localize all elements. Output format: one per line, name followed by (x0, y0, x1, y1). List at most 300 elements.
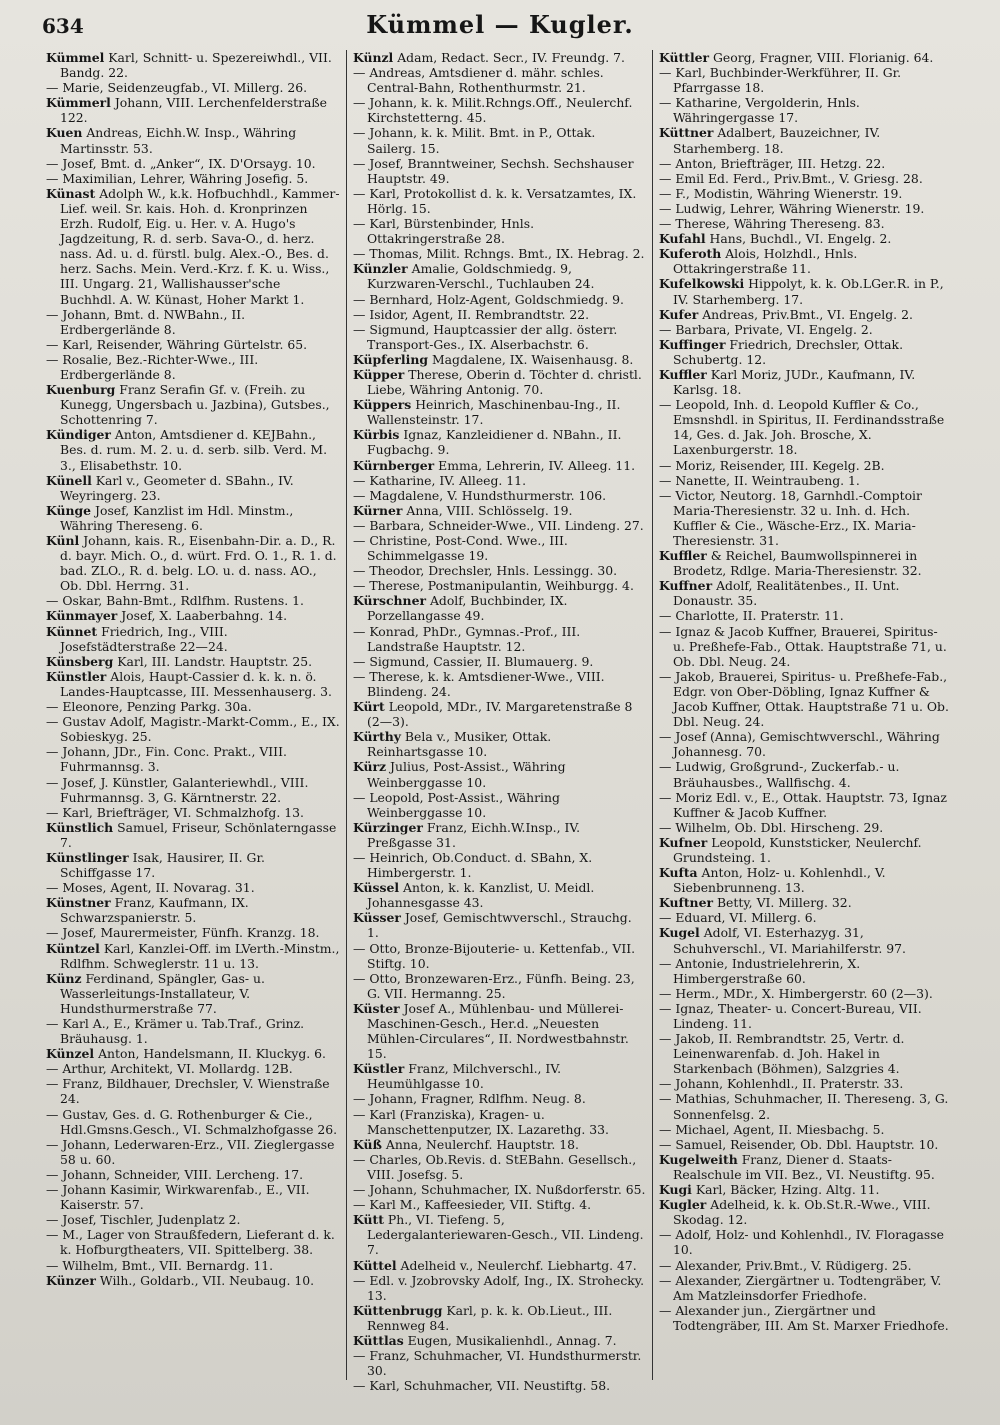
directory-entry (353, 1137, 646, 1152)
entry-text: Anton, Holz- u. Kohlenhdl., V. Siebenbrunneng. 13. (673, 865, 886, 896)
directory-entry (659, 171, 952, 186)
directory-entry (353, 261, 646, 291)
directory-entry (353, 246, 646, 261)
entry-text: — Mathias, Schuhmacher, II. Thereseng. 3, G. Sonnenfelsg. 2. (659, 1091, 949, 1122)
entry-text: Alois, Haupt-Cassier d. k. k. n. ö. Landes-Hauptcasse, III. Messenhauserg. 3. (60, 668, 332, 699)
directory-entry (46, 1107, 340, 1137)
entry-text: Ferdinand, Spängler, Gas- u. Wasserleitungs-Installateur, V. Hundsthurmerstraße 77. (60, 970, 265, 1016)
directory-entry (659, 1001, 952, 1031)
directory-entry (659, 307, 952, 322)
entry-text: — Johann, Bmt. d. NWBahn., II. Erdbergerlände 8. (46, 306, 246, 337)
entry-text: — M., Lager von Straußfedern, Lieferant d. k. k. Hofburgtheaters, VII. Spittelberg. 38. (46, 1227, 335, 1258)
entry-text: Franz Serafin Gf. v. (Freih. zu Kunegg, Ungersbach u. Jazbina), Gutsbes., Schottenring 7. (60, 382, 330, 428)
entry-surname: Kugi (659, 1182, 692, 1198)
entry-text: — Johann, Lederwaren-Erz., VII. Zieglergasse 58 u. 60. (46, 1136, 335, 1167)
directory-entry (353, 1061, 646, 1091)
directory-entry (353, 759, 646, 789)
directory-entry (353, 458, 646, 473)
directory-entry (353, 65, 646, 95)
entry-text: & Reichel, Baumwollspinnerei in Brodetz, Rdlge. Maria-Theresienstr. 32. (673, 548, 922, 579)
entry-text: — Therese, Postmanipulantin, Weihburgg. 4. (353, 578, 634, 594)
entry-surname: Kürthy (353, 729, 401, 745)
entry-text: Franz, Kaufmann, IX. Schwarzspanierstr. 5. (60, 895, 249, 926)
entry-text: — Alexander jun., Ziergärtner und Todtengräber, III. Am St. Marxer Friedhofe. (659, 1302, 949, 1333)
directory-entry (659, 669, 952, 729)
entry-text: — Marie, Seidenzeugfab., VI. Millerg. 26. (46, 80, 308, 96)
entry-text: — Thomas, Milit. Rchngs. Bmt., IX. Hebrag. 2. (353, 246, 645, 262)
directory-entry (659, 624, 952, 669)
directory-entry (46, 744, 340, 774)
entry-text: Franz, Eichh.W.Insp., IV. Preßgasse 31. (367, 819, 581, 850)
directory-entry (353, 1107, 646, 1137)
entry-surname: Künzel (46, 1046, 95, 1062)
directory-entry (659, 790, 952, 820)
entry-text: Friedrich, Ing., VIII. Josefstädterstraße 22—24. (60, 623, 228, 654)
directory-entry (353, 563, 646, 578)
directory-entry (659, 125, 952, 155)
directory-entry (46, 382, 340, 427)
entry-text: Hans, Buchdl., VI. Engelg. 2. (709, 231, 892, 247)
entry-text: Franz, Diener d. Staats-Realschule im VII. Bez., VI. Neustiftg. 95. (673, 1151, 935, 1182)
entry-text: — Eleonore, Penzing Parkg. 30a. (46, 699, 252, 715)
entry-surname: Küstler (353, 1061, 405, 1077)
directory-entry (353, 503, 646, 518)
directory-entry (659, 1137, 952, 1152)
entry-text: — Victor, Neutorg. 18, Garnhdl.-Comptoir Maria-Theresienstr. 32 u. Inh. d. Hch. Kuffler & Cie., Wäsche-Erz., IX. Maria-Theresienstr. 31. (659, 487, 922, 548)
directory-entry (659, 337, 952, 367)
entry-text: Leopold, Kunststicker, Neulerchf. Grundsteing. 1. (673, 834, 922, 865)
entry-text: Andreas, Eichh.W. Insp., Währing Martinsstr. 53. (60, 125, 297, 156)
directory-entry (353, 578, 646, 593)
directory-entry (46, 1137, 340, 1167)
entry-text: — Konrad, PhDr., Gymnas.-Prof., III. Landstraße Hauptstr. 12. (353, 623, 581, 654)
directory-entry (659, 50, 952, 65)
entry-text: — Johann Kasimir, Wirkwarenfab., E., VII. Kaiserstr. 57. (46, 1182, 310, 1213)
directory-entry (353, 850, 646, 880)
directory-entry (353, 1197, 646, 1212)
entry-text: — Wilhelm, Ob. Dbl. Hirscheng. 29. (659, 819, 884, 835)
entry-surname: Küpferling (353, 351, 428, 367)
directory-entry (659, 1076, 952, 1091)
directory-entry (659, 835, 952, 865)
directory-entry (659, 397, 952, 457)
entry-text: — Therese, k. k. Amtsdiener-Wwe., VIII. Blindeng. 24. (353, 668, 605, 699)
entry-surname: Kuferoth (659, 246, 722, 262)
entry-text: — Franz, Schuhmacher, VI. Hundsthurmerstr. 30. (353, 1348, 642, 1379)
directory-entry (46, 1046, 340, 1061)
entry-text: — Josef, Bmt. d. „Anker“, IX. D'Orsayg. 10. (46, 155, 316, 171)
entry-text: — Heinrich, Ob.Conduct. d. SBahn, X. Himbergerstr. 1. (353, 849, 593, 881)
entry-text: Eugen, Musikalienhdl., Annag. 7. (407, 1332, 617, 1348)
entry-text: — Gustav, Ges. d. G. Rothenburger & Cie., Hdl.Gmsns.Gesch., VI. Schmalzhofgasse 26. (46, 1106, 338, 1137)
entry-text: — Moriz, Reisender, III. Kegelg. 2B. (659, 457, 885, 473)
directory-entry (659, 956, 952, 986)
entry-text: — Josef (Anna), Gemischtwverschl., Währing Johannesg. 70. (659, 729, 940, 760)
entry-surname: Kuffinger (659, 336, 726, 352)
entry-text: — Wilhelm, Bmt., VII. Bernardg. 11. (46, 1257, 274, 1273)
directory-entry (46, 1227, 340, 1257)
entry-text: — Josef, J. Künstler, Galanteriewhdl., VIII. Fuhrmannsg. 3, G. Kärntnerstr. 22. (46, 774, 309, 805)
directory-entry (659, 458, 952, 473)
directory-entry (353, 1001, 646, 1061)
directory-entry (46, 669, 340, 699)
entry-surname: Küttenbrugg (353, 1302, 443, 1318)
entry-text: Anna, VIII. Schlösselg. 19. (406, 502, 573, 518)
entry-text: — Maximilian, Lehrer, Währing Josefig. 5. (46, 170, 309, 186)
directory-entry (659, 95, 952, 125)
entry-text: — Jakob, II. Rembrandtstr. 25, Vertr. d. Leinenwarenfab. d. Joh. Hakel in Starkenbach (Böhmen), Salzgries 4. (659, 1031, 905, 1077)
entry-surname: Künsberg (46, 653, 114, 669)
entry-text: Julius, Post-Assist., Währing Weinberggasse 10. (367, 759, 566, 790)
entry-surname: Küttler (659, 50, 710, 65)
entry-text: Johann, VIII. Lerchenfelderstraße 122. (60, 95, 327, 126)
entry-text: — Leopold, Post-Assist., Währing Weinberggasse 10. (353, 789, 560, 820)
directory-entry (46, 307, 340, 337)
entry-text: — Eduard, VI. Millerg. 6. (659, 910, 817, 926)
entry-surname: Künnet (46, 623, 98, 639)
entry-text: — Karl, Buchbinder-Werkführer, II. Gr. Pfarrgasse 18. (659, 65, 902, 96)
entry-text: — Rosalie, Bez.-Richter-Wwe., III. Erdbergerlände 8. (46, 351, 259, 382)
entry-surname: Kuen (46, 125, 83, 141)
directory-entry (659, 322, 952, 337)
entry-text: — Ignaz & Jacob Kuffner, Brauerei, Spiritus- u. Preßhefe-Fab., Ottak. Hauptstraße 71, u. Ob. Dbl. Neug. 24. (659, 623, 947, 669)
page-number: 634 (42, 14, 84, 38)
entry-surname: Künzer (46, 1272, 96, 1288)
entry-surname: Kürschner (353, 593, 426, 609)
entry-surname: Küsser (353, 910, 401, 926)
entry-text: — Moriz Edl. v., E., Ottak. Hauptstr. 73, Ignaz Kuffner & Jacob Kuffner. (659, 789, 947, 820)
entry-text: — Karl, Schuhmacher, VII. Neustiftg. 58. (353, 1378, 611, 1394)
directory-entry (46, 171, 340, 186)
entry-surname: Künz (46, 970, 82, 986)
entry-text: — Gustav Adolf, Magistr.-Markt-Comm., E., IX. Sobieskyg. 25. (46, 714, 340, 745)
entry-text: Adolf, Buchbinder, IX. Porzellangasse 49. (367, 593, 568, 624)
directory-entry (353, 971, 646, 1001)
entry-text: — Andreas, Amtsdiener d. mähr. schles. Central-Bahn, Rothenthurmstr. 21. (353, 65, 604, 96)
entry-text: — Ludwig, Lehrer, Währing Wienerstr. 19. (659, 200, 925, 216)
directory-entry (659, 473, 952, 488)
directory-entry (353, 1152, 646, 1182)
entry-surname: Kürbis (353, 427, 400, 443)
entry-surname: Küttlas (353, 1332, 404, 1348)
directory-entry (353, 729, 646, 759)
entry-text: Andreas, Priv.Bmt., VI. Engelg. 2. (702, 306, 913, 322)
entry-text: — Arthur, Architekt, VI. Mollardg. 12B. (46, 1061, 293, 1077)
directory-entry (659, 1303, 952, 1333)
entry-text: — Alexander, Priv.Bmt., V. Rüdigerg. 25. (659, 1257, 912, 1273)
directory-entry (353, 941, 646, 971)
directory-entry (353, 50, 646, 65)
directory-entry (46, 1182, 340, 1212)
entry-text: Anton, Handelsmann, II. Kluckyg. 6. (98, 1046, 326, 1062)
directory-entry (46, 1212, 340, 1227)
entry-text: Josef A., Mühlenbau- und Müllerei-Maschinen-Gesch., Her.d. „Neuesten Mühlen-Circulares“, II. Nordwestbahnstr. 15. (367, 1000, 629, 1062)
entry-text: — Alexander, Ziergärtner u. Todtengräber, V. Am Matzleinsdorfer Friedhofe. (659, 1272, 942, 1303)
column-2 (346, 50, 652, 1394)
directory-entry (659, 246, 952, 276)
entry-text: — Karl, Briefträger, VI. Schmalzhofg. 13. (46, 804, 304, 820)
directory-entry (46, 533, 340, 593)
directory-entry (659, 910, 952, 925)
entry-text: — Bernhard, Holz-Agent, Goldschmiedg. 9. (353, 291, 624, 307)
directory-entry (46, 503, 340, 533)
entry-surname: Küntzel (46, 940, 100, 956)
entry-surname: Küttel (353, 1257, 397, 1273)
entry-text: Anna, Neulerchf. Hauptstr. 18. (385, 1136, 579, 1152)
directory-entry (353, 292, 646, 307)
entry-surname: Künzl (353, 50, 394, 65)
entry-text: Adelheid v., Neulerchf. Liebhartg. 47. (400, 1257, 637, 1273)
directory-entry (659, 1227, 952, 1257)
entry-text: — Herm., MDr., X. Himbergerstr. 60 (2—3). (659, 985, 933, 1001)
entry-text: — Samuel, Reisender, Ob. Dbl. Hauptstr. 10. (659, 1136, 939, 1152)
page-title: Kümmel — Kugler. (366, 10, 634, 39)
directory-entry (353, 654, 646, 669)
entry-text: — Josef, Branntweiner, Sechsh. Sechshauser Hauptstr. 49. (353, 155, 634, 186)
entry-text: Magdalene, IX. Waisenhausg. 8. (431, 351, 634, 367)
entry-text: — Karl, Protokollist d. k. k. Versatzamtes, IX. Hörlg. 15. (353, 185, 637, 216)
entry-text: Karl, Schnitt- u. Spezereiwhdl., VII. Bandg. 22. (60, 50, 332, 81)
directory-entry (659, 1182, 952, 1197)
entry-surname: Kufelkowski (659, 276, 745, 292)
column-1 (40, 50, 346, 1380)
entry-surname: Künell (46, 472, 92, 488)
entry-text: — Johann, k. k. Milit.Rchngs.Off., Neulerchf. Kirchstetterng. 45. (353, 95, 633, 126)
entry-surname: Kuenburg (46, 382, 116, 398)
directory-entry (46, 1258, 340, 1273)
directory-entry (46, 125, 340, 155)
directory-entry (353, 593, 646, 623)
directory-entry (353, 1378, 646, 1393)
directory-entry (46, 850, 340, 880)
directory-entry (353, 790, 646, 820)
directory-entry (659, 488, 952, 548)
directory-entry (353, 1303, 646, 1333)
directory-entry (659, 895, 952, 910)
entry-text: — Moses, Agent, II. Novarag. 31. (46, 880, 255, 896)
directory-entry (353, 518, 646, 533)
entry-text: — Theodor, Drechsler, Hnls. Lessingg. 30. (353, 563, 618, 579)
entry-text: Isak, Hausirer, II. Gr. Schiffgasse 17. (60, 849, 265, 881)
directory-entry (353, 910, 646, 940)
entry-surname: Kufner (659, 834, 708, 850)
directory-entry (46, 608, 340, 623)
directory-entry (46, 775, 340, 805)
directory-entry (659, 1197, 952, 1227)
entry-text: Wilh., Goldarb., VII. Neubaug. 10. (99, 1272, 315, 1288)
entry-text: Anton, k. k. Kanzlist, U. Meidl. Johannesgasse 43. (367, 880, 595, 911)
directory-entry (353, 427, 646, 457)
directory-entry (353, 216, 646, 246)
directory-entry (659, 1122, 952, 1137)
entry-text: — Edl. v. Jzobrovsky Adolf, Ing., IX. Strohecky. 13. (353, 1272, 645, 1303)
entry-surname: Kürz (353, 759, 387, 775)
directory-entry (353, 1182, 646, 1197)
entry-text: — Jakob, Brauerei, Spiritus- u. Preßhefe-Fab., Edgr. von Ober-Döbling, Ignaz Kuffner & Jacob Kuffner, Ottak. Hauptstraße 71 u. Ob. Dbl. Neug. 24. (659, 668, 949, 730)
entry-text: — Barbara, Schneider-Wwe., VII. Lindeng. 27. (353, 517, 644, 533)
directory-entry (46, 80, 340, 95)
directory-entry (46, 50, 340, 80)
entry-text: Karl v., Geometer d. SBahn., IV. Weyringerg. 23. (60, 472, 294, 503)
directory-entry (46, 1016, 340, 1046)
entry-text: — Nanette, II. Weintraubeng. 1. (659, 472, 860, 488)
entry-surname: Künast (46, 185, 96, 201)
entry-text: — Karl, Reisender, Währing Gürtelstr. 65. (46, 336, 308, 352)
directory-entry (46, 805, 340, 820)
entry-surname: Kufer (659, 306, 699, 322)
directory-entry (46, 1061, 340, 1076)
entry-text: — Ignaz, Theater- u. Concert-Bureau, VII. Lindeng. 11. (659, 1000, 922, 1031)
entry-text: — Therese, Währing Thereseng. 83. (659, 216, 885, 232)
entry-text: Emma, Lehrerin, IV. Alleeg. 11. (438, 457, 636, 473)
entry-text: Karl, p. k. k. Ob.Lieut., III. Rennweg 84. (367, 1302, 613, 1333)
entry-text: — Leopold, Inh. d. Leopold Kuffler & Co., Emsnshdl. in Spiritus, II. Ferdinandsstraße 14, Ges. d. Jak. Joh. Brosche, X. Laxenburgerstr. 18. (659, 397, 945, 458)
entry-surname: Kürzinger (353, 819, 423, 835)
entry-text: — Sigmund, Cassier, II. Blumauerg. 9. (353, 653, 594, 669)
entry-text: — Karl, Bürstenbinder, Hnls. Ottakringerstraße 28. (353, 216, 535, 247)
directory-entry (353, 186, 646, 216)
directory-entry (659, 759, 952, 789)
directory-entry (46, 1167, 340, 1182)
directory-entry (353, 397, 646, 427)
directory-entry (353, 669, 646, 699)
directory-entry (46, 337, 340, 352)
entry-text: — Johann, Kohlenhdl., II. Praterstr. 33. (659, 1076, 904, 1092)
entry-surname: Kufta (659, 865, 698, 881)
entry-text: Adolph W., k.k. Hofbuchhdl., Kammer-Lief. weil. Sr. kais. Hoh. d. Kronprinzen Erzh. Rudolf, Eig. u. Her. v. A. Hugo's Jagdzeitung, R. d. serb. Sava-O., d. herz. nass. Ad. u. d. fürstl. bulg. Alex.-O., Bes. d. herz. Sachs. Mein. Verd.-Krz. f. K. u. Wiss., III. Ungarg. 21, Wallishausser'sche Buchhdl. A. W. Künast, Hoher Markt 1. (60, 185, 340, 307)
entry-text: Josef, Kanzlist im Hdl. Minstm., Währing Thereseng. 6. (60, 502, 294, 533)
directory-entry (353, 699, 646, 729)
entry-text: — Emil Ed. Ferd., Priv.Bmt., V. Griesg. 28. (659, 170, 923, 186)
entry-text: — Karl (Franziska), Kragen- u. Manschettenputzer, IX. Lazarethg. 33. (353, 1106, 609, 1137)
entry-text: Anton, Amtsdiener d. KEJBahn., Bes. d. rum. M. 2. u. d. serb. silb. Verd. M. 3., Elisabethstr. 10. (60, 427, 328, 473)
entry-text: — Johann, JDr., Fin. Conc. Prakt., VIII. Fuhrmannsg. 3. (46, 744, 287, 775)
directory-entry (353, 1333, 646, 1348)
directory-entry (46, 624, 340, 654)
directory-entry (46, 95, 340, 125)
entry-text: — Ludwig, Großgrund-, Zuckerfab.- u. Bräuhausbes., Wallfischg. 4. (659, 759, 900, 790)
entry-surname: Küß (353, 1136, 382, 1152)
directory-entry (659, 156, 952, 171)
directory-entry (353, 322, 646, 352)
directory-entry (353, 473, 646, 488)
entry-text: — Adolf, Holz- und Kohlenhdl., IV. Floragasse 10. (659, 1227, 944, 1258)
entry-text: — Antonie, Industrielehrerin, X. Himbergerstraße 60. (659, 955, 861, 986)
entry-surname: Kütt (353, 1212, 384, 1228)
directory-entry (353, 156, 646, 186)
directory-entry (46, 473, 340, 503)
entry-surname: Kugel (659, 925, 700, 941)
directory-entry (353, 820, 646, 850)
directory-entry (46, 156, 340, 171)
entry-text: Karl, Bäcker, Hzing. Altg. 11. (695, 1182, 880, 1198)
entry-text: Adam, Redact. Secr., IV. Freundg. 7. (397, 50, 625, 65)
entry-text: — Otto, Bronzewaren-Erz., Fünfh. Being. 23, G. VII. Hermanng. 25. (353, 970, 635, 1001)
directory-entry (46, 654, 340, 669)
directory-entry (46, 1076, 340, 1106)
entry-text: Georg, Fragner, VIII. Florianig. 64. (713, 50, 934, 65)
entry-text: Alois, Holzhdl., Hnls. Ottakringerstraße 11. (673, 246, 858, 277)
directory-entry (659, 1031, 952, 1076)
directory-entry (659, 1258, 952, 1273)
entry-surname: Kündiger (46, 427, 111, 443)
entry-surname: Kümmerl (46, 95, 111, 111)
entry-text: — Karl M., Kaffeesieder, VII. Stiftg. 4. (353, 1197, 592, 1213)
entry-surname: Küppers (353, 397, 412, 413)
entry-surname: Kümmel (46, 50, 105, 65)
directory-entry (353, 488, 646, 503)
directory-entry (353, 1212, 646, 1257)
entry-text: Betty, VI. Millerg. 32. (716, 895, 852, 911)
entry-text: — Katharine, Vergolderin, Hnls. Währingergasse 17. (659, 95, 860, 126)
columns (40, 50, 980, 1394)
directory-entry (353, 307, 646, 322)
entry-surname: Kuffner (659, 578, 713, 594)
entry-text: Amalie, Goldschmiedg. 9, Kurzwaren-Verschl., Tuchlauben 24. (367, 261, 595, 292)
entry-text: Samuel, Friseur, Schönlaterngasse 7. (60, 819, 337, 850)
directory-entry (46, 941, 340, 971)
entry-surname: Kürt (353, 699, 385, 715)
entry-surname: Kürnberger (353, 457, 435, 473)
directory-entry (659, 65, 952, 95)
entry-text: — Magdalene, V. Hundsthurmerstr. 106. (353, 487, 607, 503)
entry-text: — Johann, Schuhmacher, IX. Nußdorferstr. 65. (353, 1182, 646, 1198)
entry-surname: Künmayer (46, 608, 118, 624)
entry-surname: Kufahl (659, 231, 706, 247)
entry-text: — Isidor, Agent, II. Rembrandtstr. 22. (353, 306, 590, 322)
directory-entry (659, 986, 952, 1001)
entry-text: — F., Modistin, Währing Wienerstr. 19. (659, 185, 903, 201)
entry-text: — Michael, Agent, II. Miesbachg. 5. (659, 1121, 885, 1137)
directory-entry (659, 548, 952, 578)
entry-text: — Johann, Schneider, VIII. Lercheng. 17. (46, 1166, 304, 1182)
directory-entry (353, 624, 646, 654)
entry-text: Adalbert, Bauzeichner, IV. Starhemberg. 18. (673, 125, 881, 156)
directory-entry (353, 1348, 646, 1378)
entry-text: — Johann, k. k. Milit. Bmt. in P., Ottak. Sailerg. 15. (353, 125, 596, 156)
entry-text: — Franz, Bildhauer, Drechsler, V. Wienstraße 24. (46, 1076, 330, 1107)
entry-surname: Künstner (46, 895, 111, 911)
entry-text: — Otto, Bronze-Bijouterie- u. Kettenfab., VII. Stiftg. 10. (353, 940, 636, 971)
entry-text: — Anton, Briefträger, III. Hetzg. 22. (659, 155, 886, 171)
entry-text: Josef, X. Laaberbahng. 14. (121, 608, 288, 624)
entry-surname: Küssel (353, 880, 400, 896)
directory-entry (353, 1258, 646, 1273)
directory-entry (659, 367, 952, 397)
directory-entry (659, 186, 952, 201)
entry-text: — Josef, Tischler, Judenplatz 2. (46, 1212, 241, 1228)
entry-text: — Josef, Maurermeister, Fünfh. Kranzg. 18. (46, 925, 320, 941)
directory-entry (659, 231, 952, 246)
entry-text: Hippolyt, k. k. Ob.LGer.R. in P., IV. Starhemberg. 17. (673, 276, 944, 307)
directory-entry (46, 880, 340, 895)
directory-entry (659, 578, 952, 608)
entry-text: Karl, III. Landstr. Hauptstr. 25. (117, 653, 313, 669)
directory-entry (353, 95, 646, 125)
entry-text: Heinrich, Maschinenbau-Ing., II. Wallensteinstr. 17. (367, 397, 621, 428)
entry-text: — Charles, Ob.Revis. d. StEBahn. Gesellsch., VIII. Josefsg. 5. (353, 1151, 637, 1182)
directory-entry (659, 1273, 952, 1303)
directory-entry (659, 201, 952, 216)
entry-surname: Kuffler (659, 366, 707, 382)
entry-text: — Katharine, IV. Alleeg. 11. (353, 472, 527, 488)
directory-entry (353, 1273, 646, 1303)
directory-entry (46, 714, 340, 744)
entry-text: Friedrich, Drechsler, Ottak. Schubertg. 12. (673, 336, 904, 367)
entry-surname: Künl (46, 533, 80, 548)
entry-surname: Künstlich (46, 819, 114, 835)
entry-text: Ignaz, Kanzleidiener d. NBahn., II. Fugbachg. 9. (367, 427, 622, 458)
